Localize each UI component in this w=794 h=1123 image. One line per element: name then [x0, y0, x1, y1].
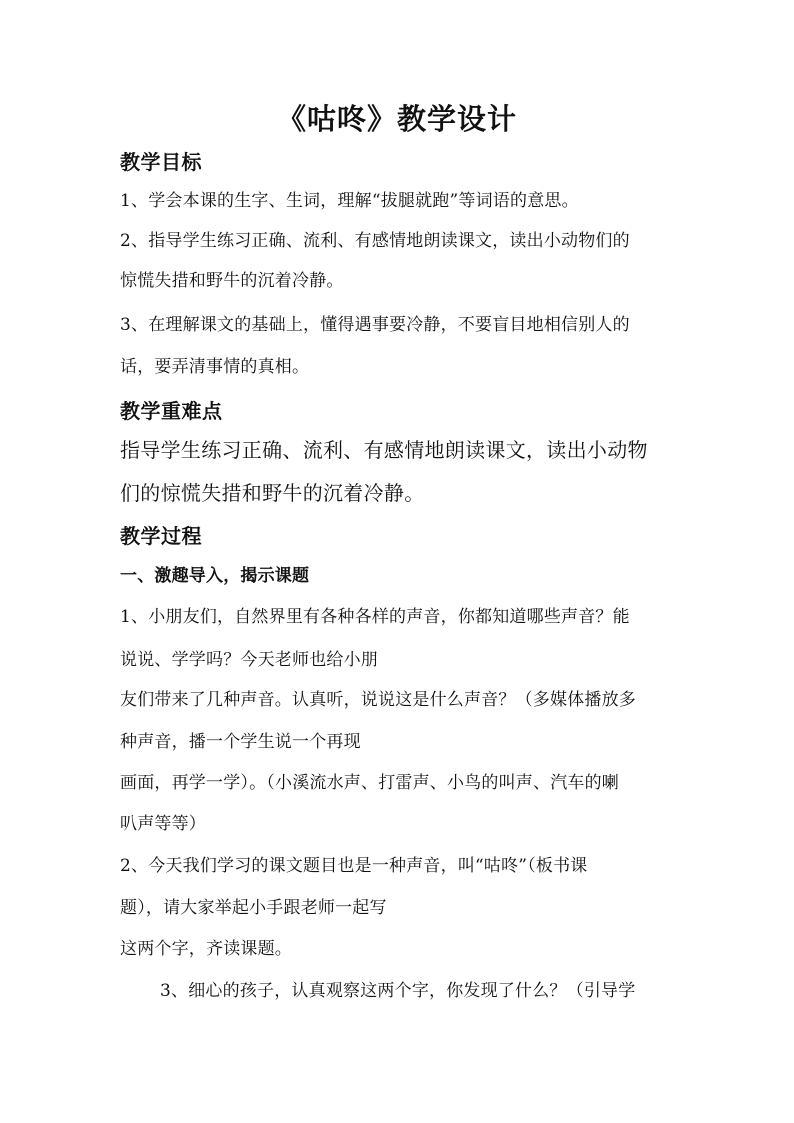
objective-line-4: 3、在理解课文的基础上，懂得遇事要冷静，不要盲目地相信别人的 — [120, 315, 630, 335]
process-line-10: 3、细心的孩子，认真观察这两个字，你发现了什么？（引导学 — [160, 981, 636, 1001]
process-line-1: 1、小朋友们，自然界里有各种各样的声音，你都知道哪些声音？能 — [120, 607, 630, 627]
process-line-7: 2、今天我们学习的课文题目也是一种声音，叫“咕咚”（板书课 — [120, 856, 588, 876]
process-line-3: 友们带来了几种声音。认真听，说说这是什么声音？（多媒体播放多 — [120, 690, 636, 710]
process-line-5: 画面，再学一学）。（小溪流水声、打雷声、小鸟的叫声、汽车的喇 — [120, 773, 619, 793]
process-heading: 教学过程 — [120, 524, 202, 548]
objective-line-3: 惊慌失措和野牛的沉着冷静。 — [120, 271, 344, 291]
objective-line-1: 1、学会本课的生字、生词，理解“拔腿就跑”等词语的意思。 — [120, 191, 579, 211]
process-line-8: 题），请大家举起小手跟老师一起写 — [120, 898, 387, 918]
process-line-4: 种声音，播一个学生说一个再现 — [120, 732, 361, 752]
key-points-line-1: 指导学生练习正确、流利、有感情地朗读课文，读出小动物 — [120, 438, 648, 462]
document-title: 《咕咚》教学设计 — [276, 102, 517, 136]
process-subheading: 一、激趣导入，揭示课题 — [120, 566, 310, 586]
objective-line-5: 话，要弄清事情的真相。 — [120, 357, 310, 377]
key-points-heading: 教学重难点 — [120, 399, 223, 423]
key-points-line-2: 们的惊慌失措和野牛的沉着冷静。 — [120, 481, 425, 505]
process-line-9: 这两个字，齐读课题。 — [120, 939, 292, 959]
objective-line-2: 2、指导学生练习正确、流利、有感情地朗读课文，读出小动物们的 — [120, 231, 630, 251]
process-line-2: 说说、学学吗？今天老师也给小朋 — [120, 650, 378, 670]
objectives-heading: 教学目标 — [120, 150, 202, 174]
process-line-6: 叭声等等） — [120, 814, 206, 834]
